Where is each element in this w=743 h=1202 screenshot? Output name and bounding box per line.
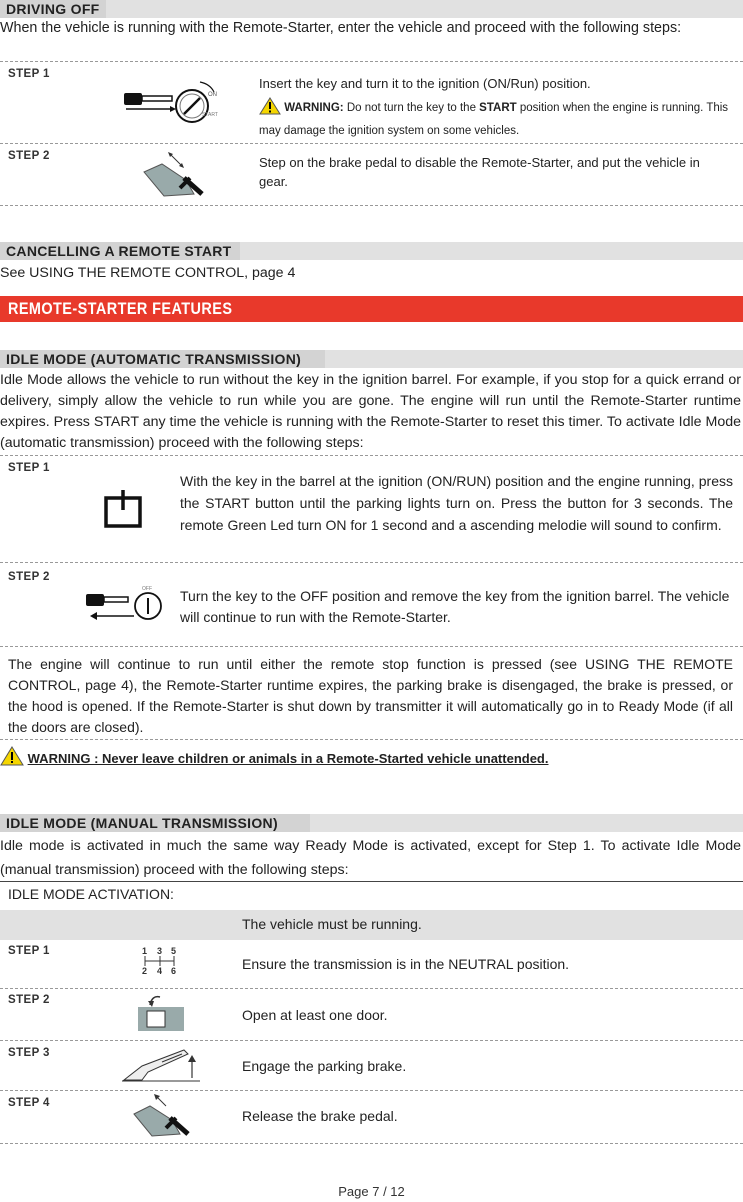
- warning-text: position when the engine is running. This may damage the ignition system on some vehicles.: [259, 102, 729, 137]
- warning-note: [259, 97, 734, 141]
- divider: [0, 1040, 743, 1041]
- step-text: Insert the key and turn it to the ignition (ON/Run) position.: [259, 76, 591, 91]
- gear-number: 1: [142, 946, 148, 956]
- precondition-row: [0, 910, 743, 940]
- divider: [0, 562, 743, 563]
- step-text: Step on the brake pedal to disable the Remote-Starter, and put the vehicle in gear.: [259, 155, 700, 189]
- warning-text: WARNING : Never leave children or animals in a Remote-Started vehicle unattended.: [27, 751, 549, 766]
- gear-shift-icon: [140, 944, 180, 979]
- step-label: STEP 1: [8, 945, 50, 957]
- ignition-on-text: ON: [208, 92, 217, 98]
- warning-key: START: [479, 102, 517, 114]
- gear-number: 2: [142, 966, 148, 976]
- step-label: STEP 3: [8, 1047, 50, 1059]
- section-header-driving-off: [0, 0, 743, 18]
- divider: [0, 1143, 743, 1144]
- driving-off-intro: When the vehicle is running with the Remote-Starter, enter the vehicle and proceed with the following steps:: [0, 20, 682, 36]
- step-label: STEP 1: [8, 462, 50, 474]
- page-number: Page 7 / 12: [338, 1184, 405, 1199]
- idle-auto-note: The engine will continue to run until either the remote stop function is pressed (see USING THE REMOTE CONTROL, page 4), the Remote-Starter runtime expires, the parking brake is disengaged, the brake is pressed, or the hood is opened. If the Remote-Starter is shut down by transmitter it will automatically go in to Ready Mode (if all the doors are closed).: [8, 656, 733, 735]
- divider: [0, 61, 743, 62]
- precondition-text: The vehicle must be running.: [242, 916, 422, 932]
- idle-auto-intro: Idle Mode allows the vehicle to run without the key in the ignition barrel. For example, if you stop for a quick errand or delivery, simply allow the vehicle to run while you are gone. The engine will run until the Remote-Starter runtime expires. Press START any time the vehicle is running with the Remote-Starter to reset this timer. To activate Idle Mode (automatic transmission) proceed with the following steps:: [0, 372, 741, 451]
- section-title: CANCELLING A REMOTE START: [0, 242, 240, 260]
- parking-brake-icon: [122, 1046, 202, 1085]
- step-label: STEP 4: [8, 1097, 50, 1109]
- children-warning: [0, 746, 549, 769]
- cancelling-text: See USING THE REMOTE CONTROL, page 4: [0, 265, 296, 281]
- divider: [0, 1090, 743, 1091]
- divider: [0, 455, 743, 456]
- section-header-idle-manual: [0, 814, 743, 832]
- ignition-key-icon: [122, 70, 222, 127]
- section-title: IDLE MODE (AUTOMATIC TRANSMISSION): [0, 350, 325, 368]
- warning-icon: [259, 97, 281, 122]
- step-text: Turn the key to the OFF position and remove the key from the ignition barrel. The vehicle will continue to run with the Remote-Starter.: [180, 588, 730, 625]
- activation-title: IDLE MODE ACTIVATION:: [8, 886, 174, 902]
- divider: [0, 881, 743, 882]
- divider: [0, 988, 743, 989]
- gear-number: 6: [171, 966, 177, 976]
- ignition-off-text: OFF: [142, 586, 152, 592]
- brake-release-icon: [130, 1094, 194, 1141]
- start-button-icon: [104, 490, 142, 533]
- warning-text: Do not turn the key to the: [346, 102, 476, 114]
- step-label: STEP 1: [8, 68, 50, 80]
- gear-number: 4: [157, 966, 163, 976]
- divider: [0, 739, 743, 740]
- divider: [0, 143, 743, 144]
- gear-number: 5: [171, 946, 177, 956]
- section-header-idle-auto: [0, 350, 743, 368]
- brake-pedal-icon: [140, 150, 210, 201]
- features-banner: [0, 296, 743, 322]
- step-label: STEP 2: [8, 571, 50, 583]
- step-label: STEP 2: [8, 150, 50, 162]
- warning-label: WARNING:: [284, 102, 344, 114]
- ignition-start-text: START: [202, 112, 218, 118]
- step-text: Open at least one door.: [242, 1007, 388, 1023]
- divider: [0, 205, 743, 206]
- section-header-cancelling: [0, 242, 743, 260]
- step-text: Ensure the transmission is in the NEUTRAL position.: [242, 956, 570, 972]
- divider: [0, 646, 743, 647]
- features-title: REMOTE-STARTER FEATURES: [8, 299, 233, 318]
- gear-number: 3: [157, 946, 163, 956]
- step-text: Release the brake pedal.: [242, 1108, 398, 1124]
- warning-icon: [0, 746, 24, 769]
- section-title: IDLE MODE (MANUAL TRANSMISSION): [0, 814, 310, 832]
- step-label: STEP 2: [8, 994, 50, 1006]
- step-text: With the key in the barrel at the ignition (ON/RUN) position and the engine running, press the START button until the parking lights turn on. Press the button for 3 seconds. The remote Green Led turn ON for 1 second and a ascending melodie will sound to confirm.: [180, 473, 733, 533]
- idle-manual-intro: Idle mode is activated in much the same way Ready Mode is activated, except for Step 1. To activate Idle Mode (manual transmission) proceed with the following steps:: [0, 838, 741, 878]
- section-title: DRIVING OFF: [0, 0, 106, 18]
- step-text: Engage the parking brake.: [242, 1058, 407, 1074]
- key-removal-icon: [84, 582, 164, 627]
- open-door-icon: [138, 993, 186, 1036]
